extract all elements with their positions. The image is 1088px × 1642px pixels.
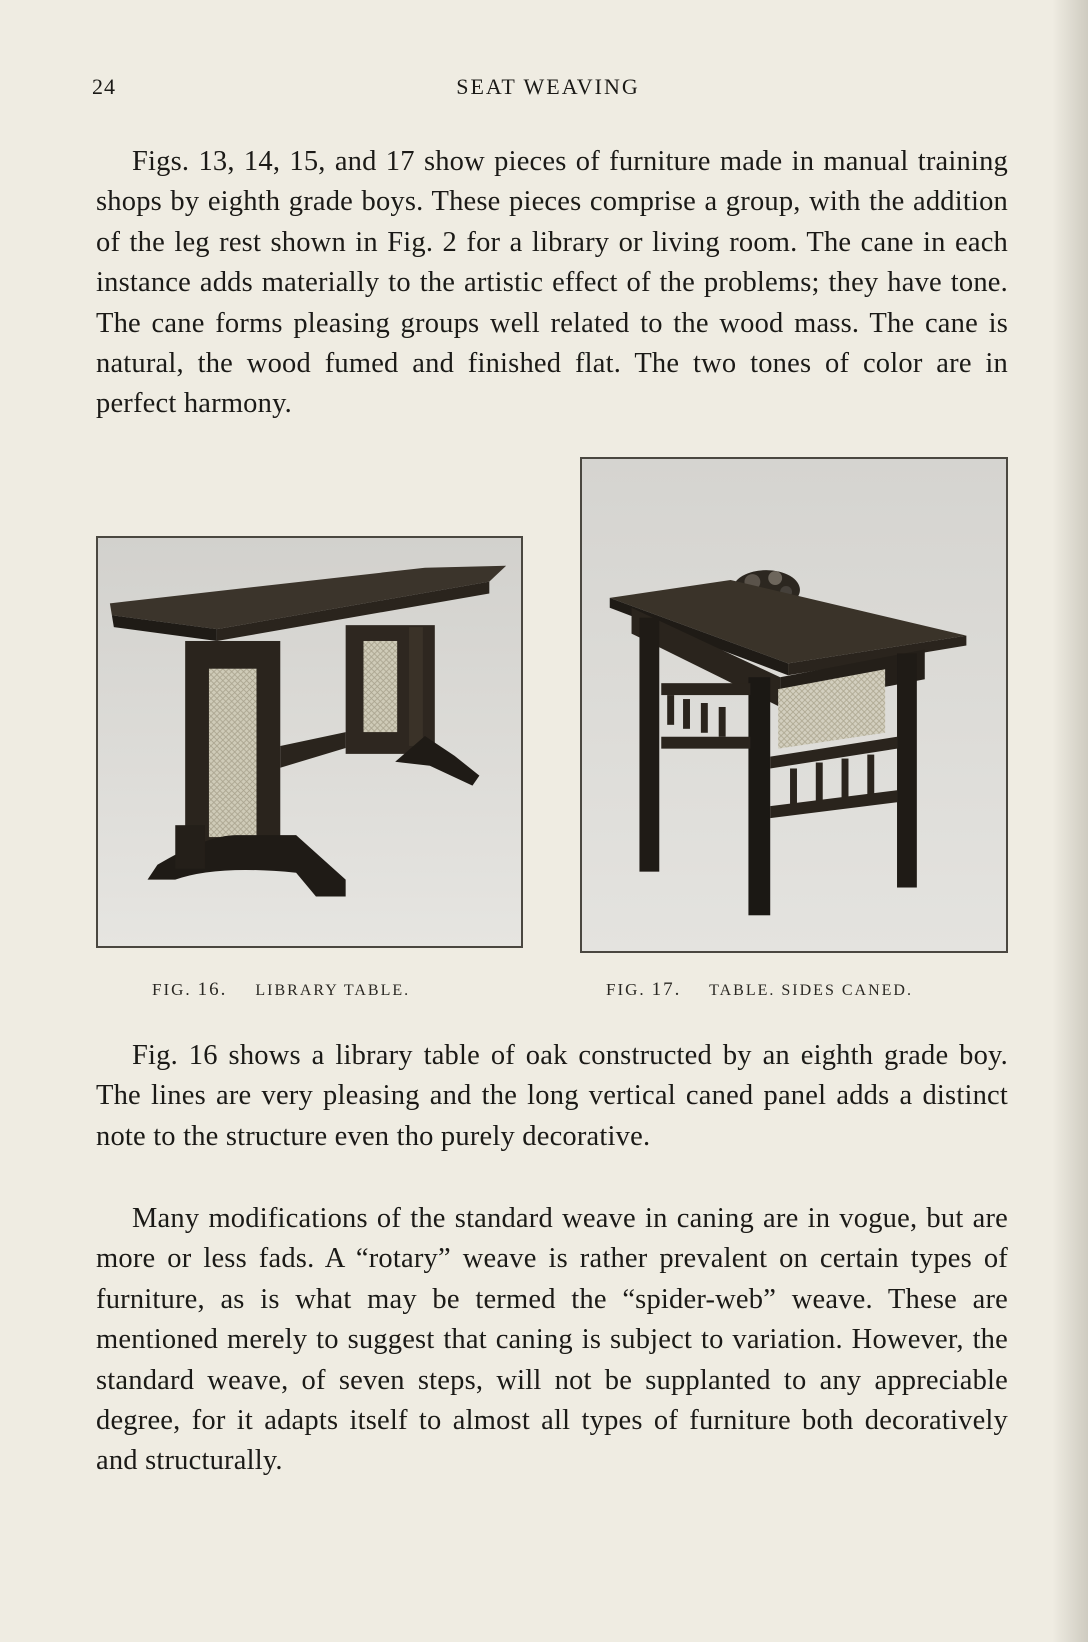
figure-17-caption	[606, 979, 913, 1001]
page-edge-shadow	[1052, 0, 1088, 1642]
page-number: 24	[92, 74, 116, 99]
figure-17-label: FIG.	[606, 980, 646, 999]
figure-17-photo	[580, 457, 1008, 953]
figure-17-number: 17.	[651, 979, 682, 1000]
figure-17-caption-text: TABLE. SIDES CANED.	[709, 982, 913, 999]
figure-16-number: 16.	[197, 979, 228, 1000]
paragraph-fig16-description: Fig. 16 shows a library table of oak constructed by an eighth grade boy. The lines are very pleasing and the long vertical caned panel adds a distinct note to the structure even tho purely decorative.	[96, 1040, 1008, 1152]
paragraph-weave-variations: Many modifications of the standard weave in caning are in vogue, but are more or less fads. A “rotary” weave is rather prevalent on certain types of furniture, as is what may be termed the “spider-web” weave. These are mentioned merely to suggest that caning is subject to variation. However, the standard weave, of seven steps, will not be supplanted to any appreciable degree, for it adapts itself to almost all types of furniture both decoratively and structurally.	[96, 1203, 1008, 1477]
figure-16-caption	[152, 979, 410, 1001]
caned-table-illustration	[582, 459, 1006, 951]
figure-16-photo	[96, 536, 523, 948]
page-header	[92, 74, 1004, 104]
figure-16-caption-text: LIBRARY TABLE.	[255, 982, 411, 999]
paragraph-intro: Figs. 13, 14, 15, and 17 show pieces of furniture made in manual training shops by eighth grade boys. These pieces comprise a group, with the addition of the leg rest shown in Fig. 2 for a library or living room. The cane in each instance adds materially to the artistic effect of the problems; they have tone. The cane forms pleasing groups well related to the wood mass. The cane is natural, the wood fumed and finished flat. The two tones of color are in perfect harmony.	[96, 146, 1008, 420]
figure-16-label: FIG.	[152, 980, 192, 999]
running-title: SEAT WEAVING	[456, 74, 640, 99]
library-table-illustration	[98, 538, 521, 946]
